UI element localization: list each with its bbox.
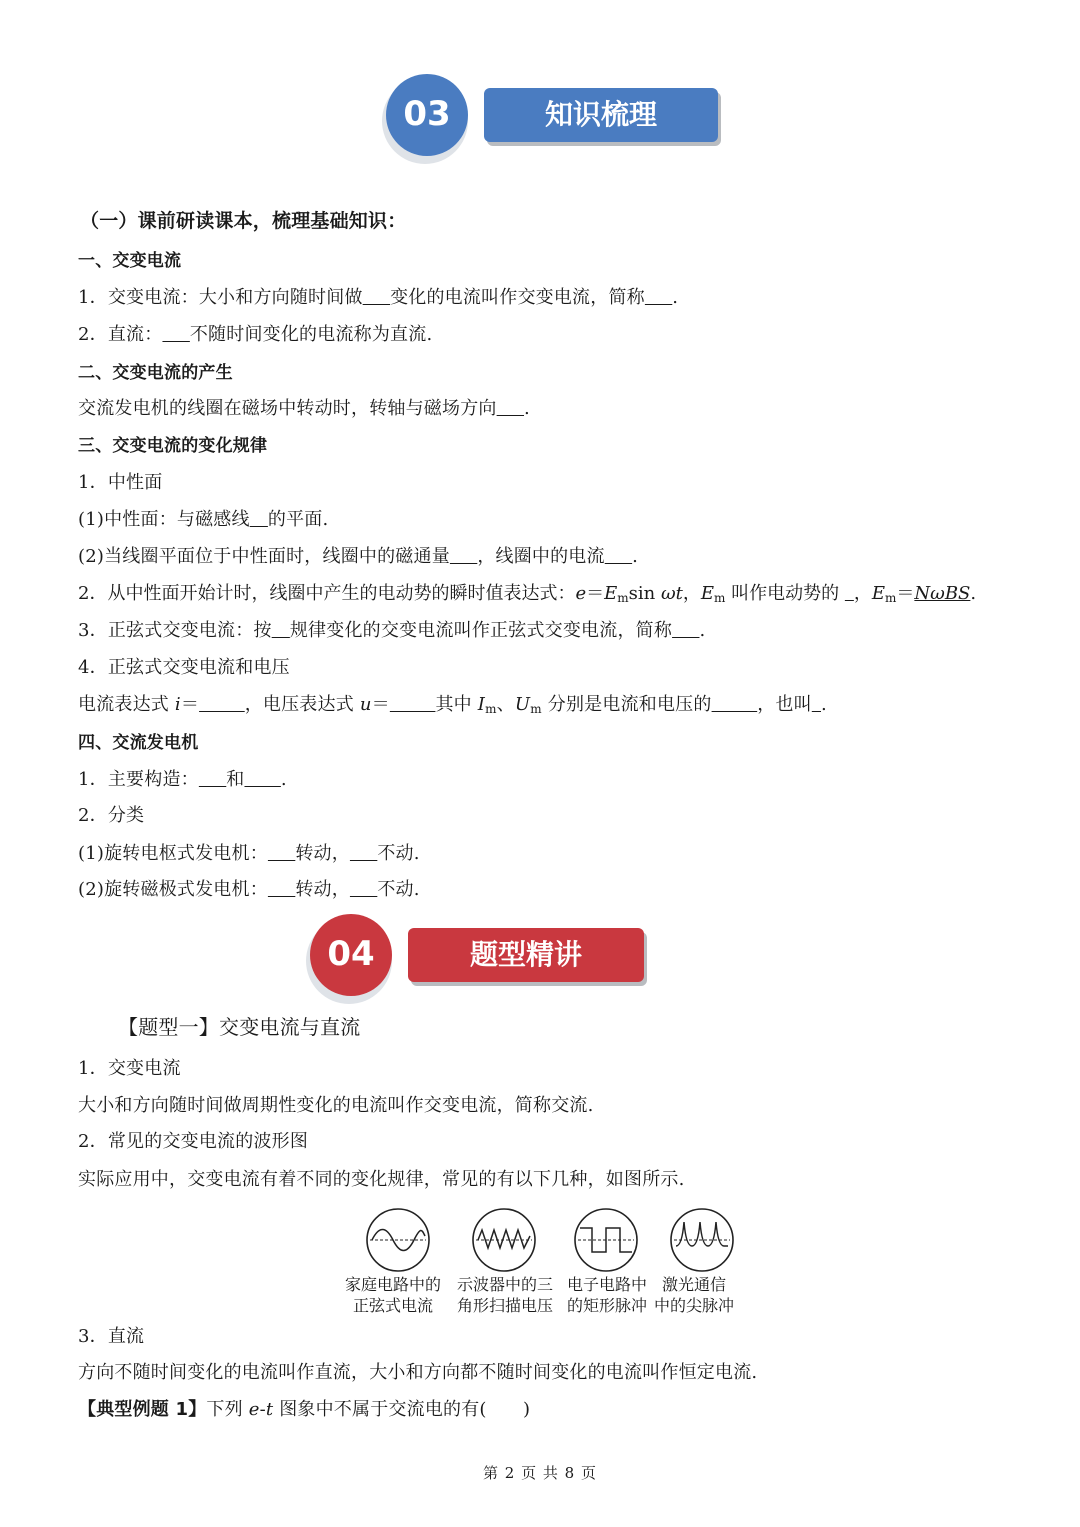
item-3-1: 1．中性面 [78,472,163,493]
sine-wave-icon [364,1206,432,1274]
item-3-1b: (2)当线圈平面位于中性面时，线圈中的磁通量 ，线圈中的电流 . [78,546,639,567]
blank [199,769,226,790]
section-number: 03 [403,94,451,134]
item-3-3: 3．正弦式交变电流：按 规律变化的交变电流叫作正弦式交变电流，简称 . [78,620,706,641]
item-4-2a: (1)旋转电枢式发电机： 转动， 不动. [78,843,420,864]
blank [199,694,245,715]
section-title-banner [484,88,718,142]
blank [812,694,821,715]
item-1-2: 2．直流： 不随时间变化的电流称为直流. [78,324,433,345]
blank [272,620,290,641]
type-item-1-text: 大小和方向随时间做周期性变化的电流叫作交变电流，简称交流. [78,1095,594,1116]
blank [363,287,390,308]
blank [162,324,189,345]
blank [244,769,280,790]
section-title-banner [408,928,644,982]
waveform-caption: 电子电路中 的矩形脉冲 [566,1275,647,1315]
item-3-1a: (1)中性面：与磁感线 的平面. [78,509,329,530]
blank [497,398,524,419]
item-4-2: 2．分类 [78,805,145,826]
item-2-1: 交流发电机的线圈在磁场中转动时，转轴与磁场方向 . [78,398,530,419]
waveform-caption: 激光通信 中的尖脉冲 [653,1275,734,1315]
type-item-3-text: 方向不随时间变化的电流叫作直流，大小和方向都不随时间变化的电流叫作恒定电流. [78,1362,758,1383]
knowledge-heading: （一）课前研读课本，梳理基础知识： [80,210,407,232]
blank [350,879,377,900]
waveform-caption: 家庭电路中的 正弦式电流 [344,1275,441,1315]
subheading-3: 三、交变电流的变化规律 [78,436,268,456]
blank [350,843,377,864]
blank [712,694,758,715]
section-title: 题型精讲 [469,938,582,971]
blank [250,509,268,530]
item-3-4a: 电流表达式 i＝ ，电压表达式 u＝ 其中 $I_m$、$U_m$ 分别是电流和电压的 ，也叫 . [78,694,827,716]
subheading-1: 一、交变电流 [78,251,182,271]
example-question: 【典型例题 1】下列 e-t 图象中不属于交流电的有( ) [78,1399,531,1420]
waveform-caption: 示波器中的三 角形扫描电压 [456,1275,553,1315]
type-heading: 【题型一】交变电流与直流 [118,1015,361,1039]
type-item-3: 3．直流 [78,1326,145,1347]
blank [390,694,436,715]
blank [268,879,295,900]
item-3-2: 2．从中性面开始计时，线圈中产生的电动势的瞬时值表达式：$e=E_m\sin$ ωt，$E_m$ 叫作电动势的 ，$E_m=N\omega BS$. [78,583,977,605]
type-item-2-text: 实际应用中，交变电流有着不同的变化规律，常见的有以下几种，如图所示. [78,1169,685,1190]
blank [605,546,632,567]
item-3-4: 4．正弦式交变电流和电压 [78,657,290,678]
square-wave-icon [572,1206,640,1274]
type-item-1: 1．交变电流 [78,1058,181,1079]
section-title: 知识梳理 [544,98,657,131]
triangle-wave-icon [470,1206,538,1274]
item-4-2b: (2)旋转磁极式发电机： 转动， 不动. [78,879,420,900]
blank [645,287,672,308]
item-1-1: 1．交变电流：大小和方向随时间做 变化的电流叫作交变电流，简称 . [78,287,679,308]
blank [450,546,477,567]
type-item-2: 2．常见的交变电流的波形图 [78,1131,309,1152]
subheading-4: 四、交流发电机 [78,733,199,753]
section-number: 04 [327,934,375,974]
example-label: 【典型例题 1】 [78,1399,207,1420]
spike-wave-icon [668,1206,736,1274]
blank [268,843,295,864]
item-4-1: 1．主要构造： 和 . [78,769,287,790]
subheading-2: 二、交变电流的产生 [78,363,233,383]
blank [845,583,854,604]
blank [672,620,699,641]
page-footer: 第 2 页 共 8 页 [483,1464,597,1482]
